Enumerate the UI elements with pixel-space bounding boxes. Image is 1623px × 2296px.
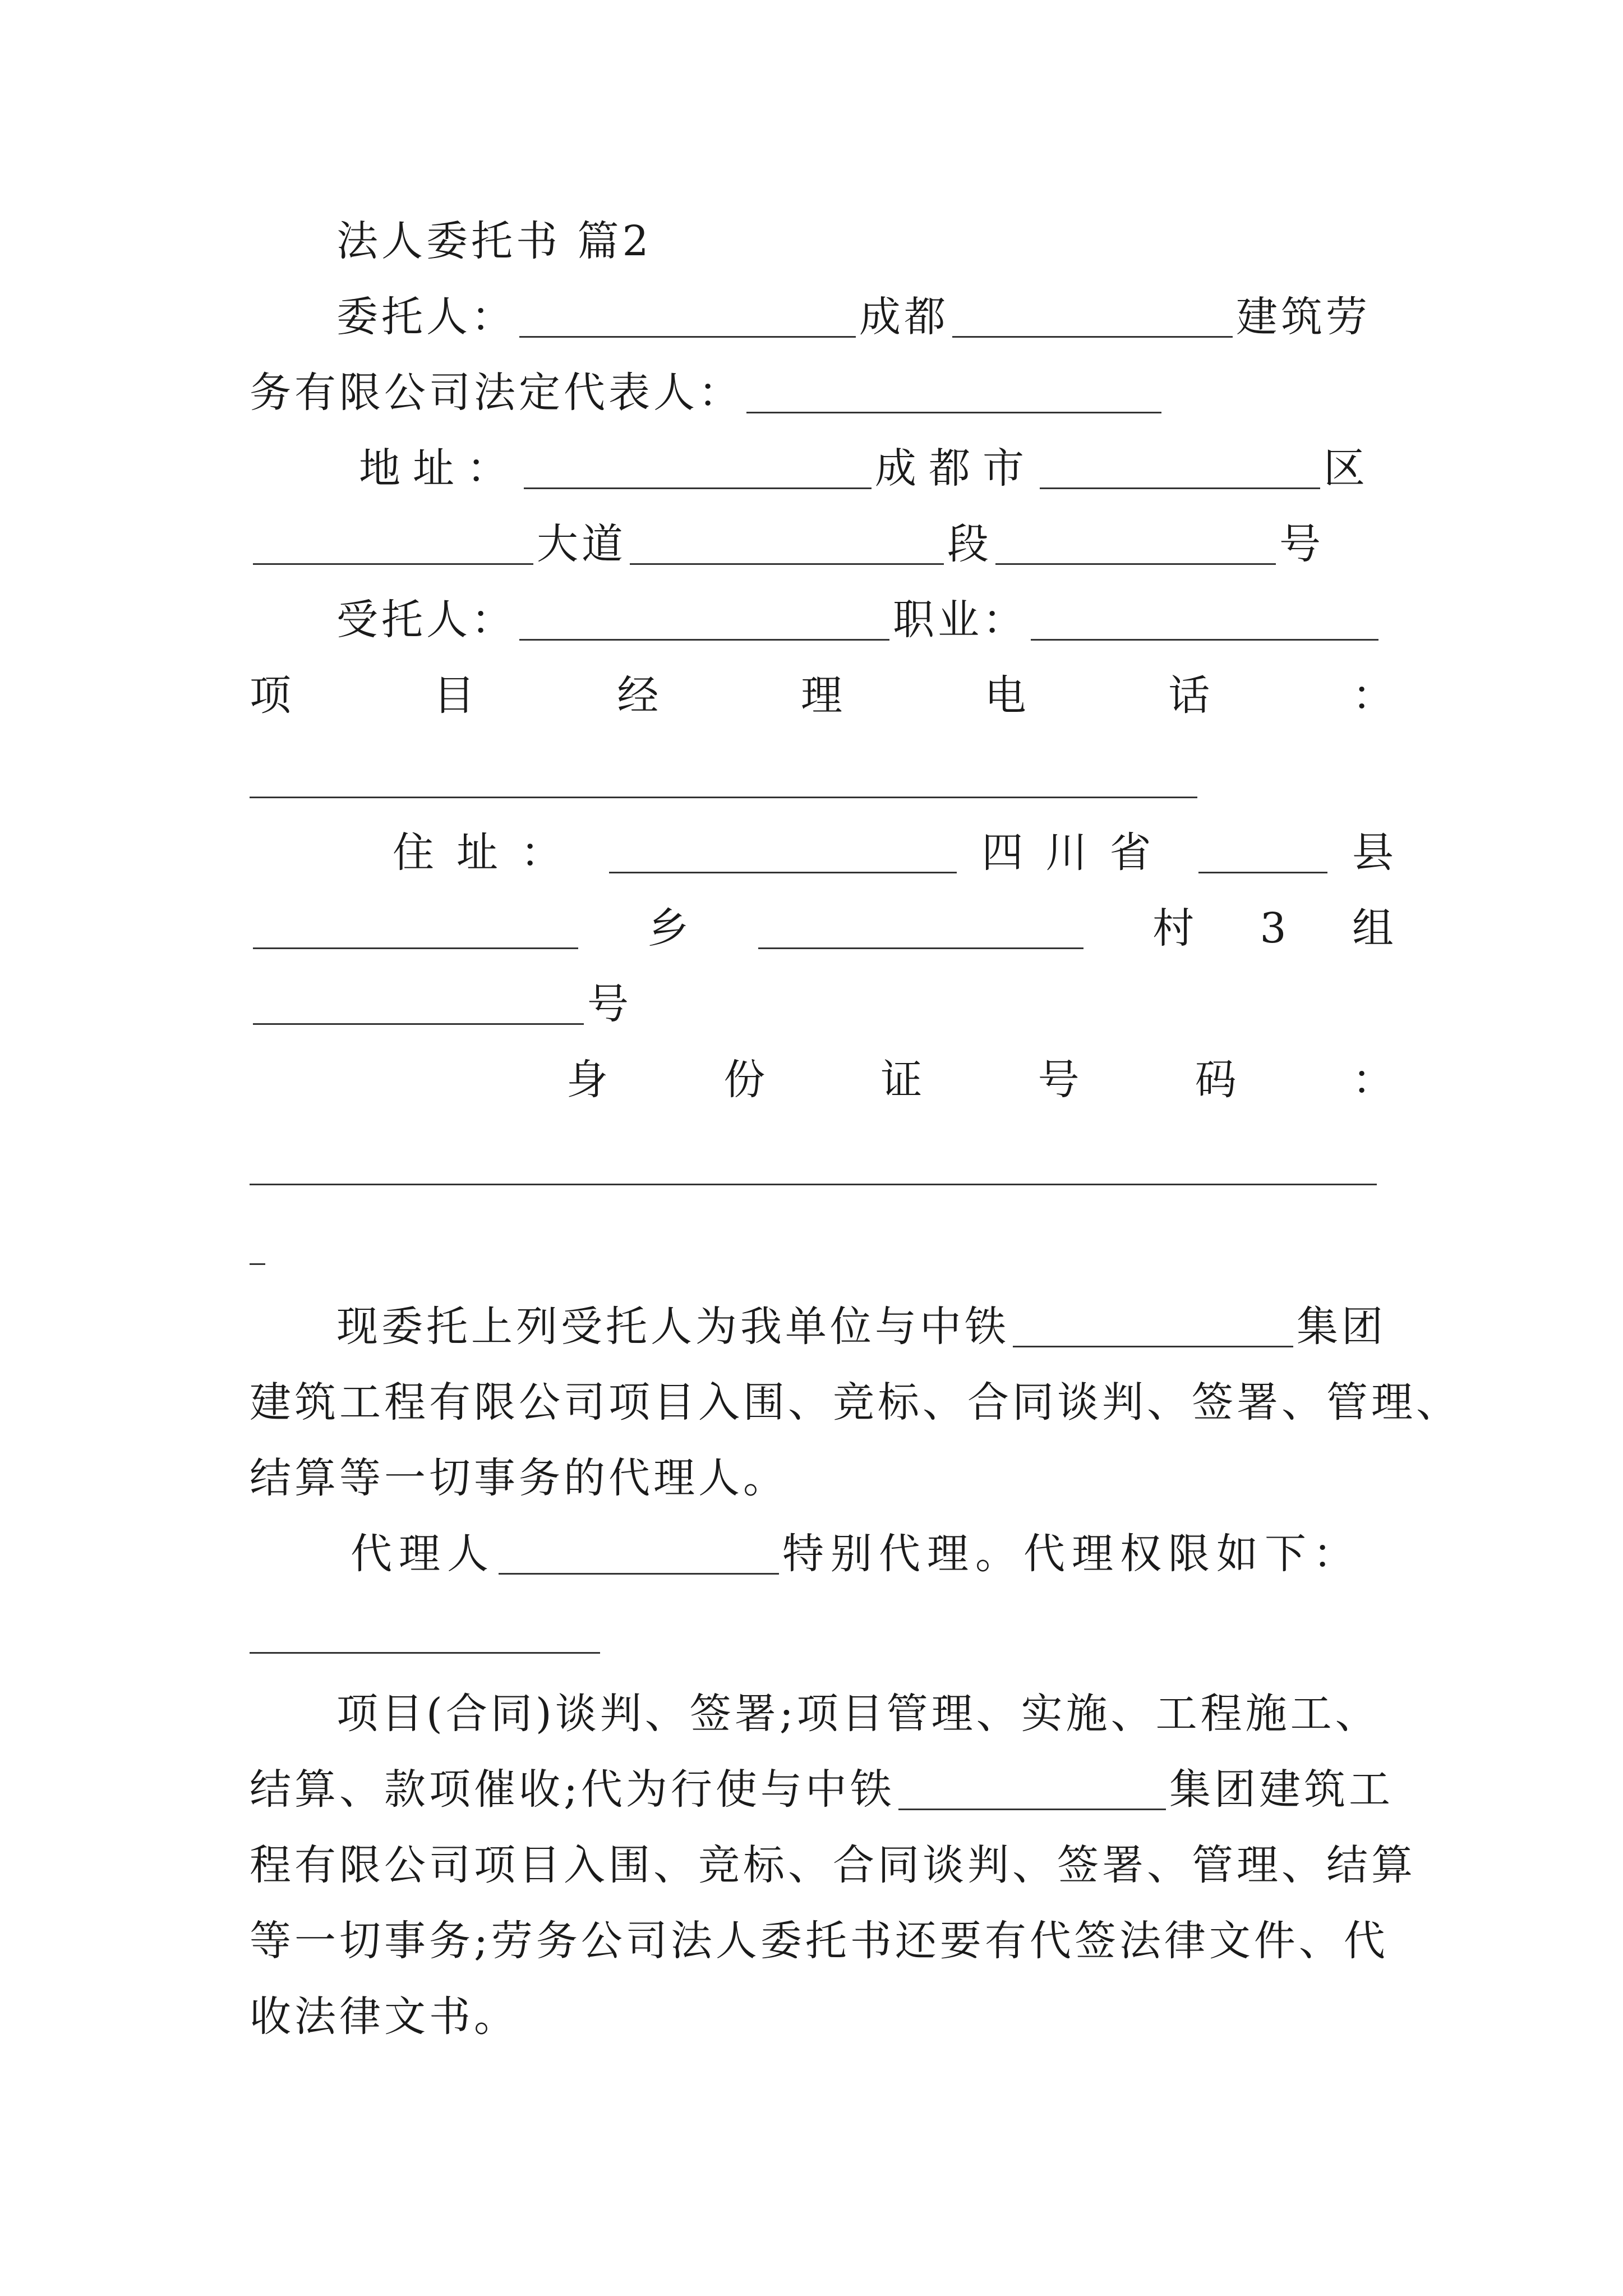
phone-char: 电	[984, 671, 1026, 720]
township-text: 乡	[647, 904, 689, 953]
group-number: 3	[1260, 904, 1287, 953]
para1-text-3: 结算等一切事务的代理人。	[250, 1454, 788, 1502]
id-line	[566, 1049, 1394, 1111]
company-name-blank[interactable]	[952, 300, 1233, 338]
agent-line	[336, 589, 1394, 651]
id-char: 身	[566, 1056, 608, 1104]
address-label: 地址：	[359, 444, 520, 493]
number-text: 号	[1279, 520, 1324, 568]
para3-line2	[250, 1759, 1394, 1820]
sichuan-text: 四川省	[981, 829, 1174, 877]
authority-blank[interactable]	[250, 1652, 600, 1654]
phone-char: 经	[617, 671, 659, 720]
id-char: ：	[1352, 1056, 1394, 1104]
para1-line3	[250, 1447, 1394, 1509]
residence-blank-5[interactable]	[253, 987, 584, 1025]
id-number-blank-tail[interactable]	[250, 1263, 265, 1265]
chengdu-city: 成都市	[875, 444, 1036, 493]
para1-text-2: 建筑工程有限公司项目入围、竞标、合同谈判、签署、管理、	[250, 1378, 1461, 1427]
para1-line1	[336, 1296, 1394, 1358]
para1-line2	[250, 1372, 1461, 1433]
district-text: 区	[1324, 444, 1377, 493]
id-char: 证	[880, 1056, 923, 1104]
residence-blank-1[interactable]	[609, 836, 957, 873]
phone-char: 话	[1168, 671, 1210, 720]
village-line	[250, 898, 1394, 959]
para3-text-5: 收法律文书。	[250, 1993, 519, 2041]
para2-line	[351, 1523, 1394, 1585]
residence-blank-3[interactable]	[253, 912, 578, 949]
phone-char: ：	[1352, 671, 1394, 720]
house-number-text: 号	[587, 980, 632, 1028]
agent-label: 受托人：	[336, 596, 516, 644]
para3-line1	[336, 1683, 1394, 1745]
address-line	[359, 438, 1394, 499]
para1-text-b: 集团	[1297, 1303, 1386, 1351]
principal-blank[interactable]	[519, 300, 856, 338]
para2-text-b: 特别代理。代理权限如下：	[782, 1530, 1361, 1578]
document-heading	[336, 210, 1394, 272]
county-text: 县	[1352, 829, 1394, 877]
phone-char: 项	[250, 671, 291, 720]
heading-text: 法人委托书 篇2	[336, 217, 652, 265]
occupation-blank[interactable]	[1031, 603, 1378, 641]
group-name-blank-1[interactable]	[1013, 1310, 1293, 1347]
para3-line3	[250, 1834, 1416, 1896]
address-blank-5[interactable]	[995, 527, 1276, 565]
para3-text-2a: 结算、款项催收;代为行使与中铁	[250, 1765, 895, 1814]
para2-text-a: 代理人	[351, 1530, 495, 1578]
residence-blank-2[interactable]	[1198, 836, 1327, 873]
legal-rep-blank[interactable]	[746, 376, 1161, 413]
residence-line	[393, 822, 1394, 884]
occupation-label: 职业：	[893, 596, 1027, 644]
avenue-text: 大道	[537, 520, 626, 568]
id-char: 号	[1038, 1056, 1080, 1104]
principal-label: 委托人：	[336, 293, 516, 341]
id-char: 码	[1195, 1056, 1237, 1104]
residence-blank-4[interactable]	[758, 912, 1083, 949]
group-name-blank-2[interactable]	[898, 1773, 1166, 1810]
address-detail-line	[250, 513, 1394, 575]
phone-char: 理	[800, 671, 842, 720]
address-blank-1[interactable]	[524, 452, 872, 489]
para3-line4	[250, 1910, 1394, 1972]
id-number-blank[interactable]	[250, 1184, 1377, 1185]
para3-text-4: 等一切事务;劳务公司法人委托书还要有代签法律文件、代	[250, 1917, 1389, 1965]
residence-label: 住址：	[393, 829, 584, 877]
principal-line	[336, 286, 1394, 348]
para3-text-2b: 集团建筑工	[1169, 1765, 1394, 1814]
address-blank-3[interactable]	[253, 527, 533, 565]
house-number-line	[250, 973, 1394, 1035]
agent-name-blank[interactable]	[499, 1537, 779, 1575]
address-blank-2[interactable]	[1040, 452, 1320, 489]
chengdu-text: 成都	[859, 293, 949, 341]
group-text: 组	[1352, 904, 1394, 953]
para3-text-3: 程有限公司项目入围、竞标、合同谈判、签署、管理、结算	[250, 1841, 1416, 1889]
para3-line5	[250, 1986, 1394, 2047]
address-blank-4[interactable]	[630, 527, 944, 565]
phone-line	[250, 665, 1394, 726]
legal-rep-line	[250, 362, 1394, 424]
village-text: 村	[1152, 904, 1195, 953]
phone-blank[interactable]	[250, 797, 1197, 798]
para3-text-1: 项目(合同)谈判、签署;项目管理、实施、工程施工、	[336, 1690, 1380, 1738]
phone-char: 目	[433, 671, 475, 720]
agent-blank[interactable]	[519, 603, 889, 641]
principal-tail: 建筑劳	[1236, 293, 1371, 341]
legal-rep-label: 务有限公司法定代表人：	[250, 369, 743, 417]
section-text: 段	[947, 520, 992, 568]
id-char: 份	[723, 1056, 766, 1104]
para1-text-a: 现委托上列受托人为我单位与中铁	[336, 1303, 1009, 1351]
